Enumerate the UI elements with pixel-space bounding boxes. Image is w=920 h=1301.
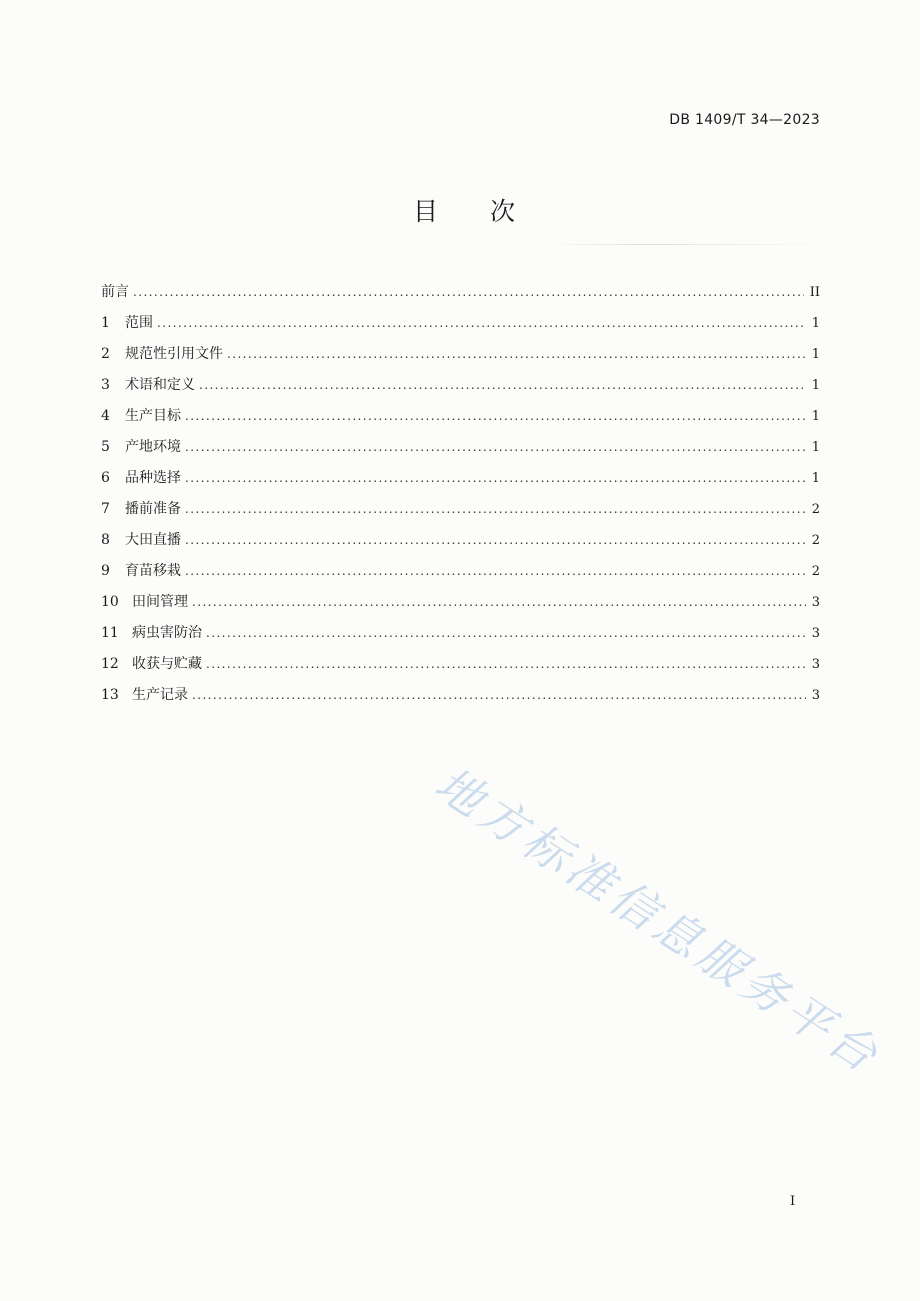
toc-leader: [192, 587, 806, 618]
toc-entry-4[interactable]: [101, 401, 820, 432]
toc-entry-number: 3: [101, 377, 110, 393]
page-number: I: [790, 1194, 796, 1209]
toc-leader: [206, 649, 806, 680]
toc-entry-label: 前言: [101, 284, 129, 300]
toc-entry-page: 1: [811, 316, 820, 331]
toc-leader: [185, 494, 806, 525]
toc-title-char-1: 目: [413, 197, 439, 226]
toc-entry-label: 术语和定义: [125, 377, 195, 393]
toc-entry-number: 1: [101, 315, 110, 331]
toc-entry-page: 3: [811, 595, 820, 610]
toc-entry-label: 收获与贮藏: [132, 656, 202, 672]
toc-entry-label: 规范性引用文件: [125, 346, 223, 362]
toc-entry-page: 1: [811, 471, 820, 486]
toc-entry-label: 大田直播: [125, 532, 181, 548]
toc-entry-number: 5: [101, 439, 110, 455]
toc-leader: [227, 339, 806, 370]
toc-entry-1[interactable]: [101, 308, 820, 339]
toc-entry-page: 3: [811, 626, 820, 641]
toc-entry-8[interactable]: [101, 525, 820, 556]
toc-entry-number: 10: [101, 594, 119, 610]
toc-entry-label: 范围: [125, 315, 153, 331]
toc-entry-label: 育苗移栽: [125, 563, 181, 579]
toc-entry-number: 8: [101, 532, 110, 548]
toc-entry-label: 品种选择: [125, 470, 181, 486]
toc-entry-9[interactable]: [101, 556, 820, 587]
toc-title-char-2: 次: [490, 197, 516, 226]
toc-entry-page: 3: [811, 657, 820, 672]
toc-leader: [185, 401, 806, 432]
toc-entry-10[interactable]: [101, 587, 820, 618]
toc-entry-number: 7: [101, 501, 110, 517]
toc-entry-2[interactable]: [101, 339, 820, 370]
toc-entry-foreword[interactable]: [101, 277, 820, 308]
toc-entry-3[interactable]: [101, 370, 820, 401]
toc-entry-12[interactable]: [101, 649, 820, 680]
toc-entry-6[interactable]: [101, 463, 820, 494]
toc-entry-number: 11: [101, 625, 119, 641]
toc-entry-number: 13: [101, 687, 119, 703]
toc-entry-5[interactable]: [101, 432, 820, 463]
toc-entry-page: 1: [811, 378, 820, 393]
toc-entry-label: 生产记录: [132, 687, 188, 703]
toc-entry-label: 田间管理: [132, 594, 188, 610]
toc-leader: [185, 463, 806, 494]
toc-leader: [206, 618, 806, 649]
toc-entry-number: 2: [101, 346, 110, 362]
toc-entry-label: 病虫害防治: [132, 625, 202, 641]
toc-leader: [185, 525, 806, 556]
toc-entry-number: 6: [101, 470, 110, 486]
toc-entry-13[interactable]: [101, 680, 820, 711]
toc-entry-page: 1: [811, 347, 820, 362]
toc-entry-page: 2: [811, 502, 820, 517]
toc-entry-page: 2: [811, 533, 820, 548]
document-code: DB 1409/T 34—2023: [669, 112, 820, 128]
watermark-text: 地方标准信息服务平台: [425, 756, 892, 1085]
toc-entry-page: 1: [811, 409, 820, 424]
toc-leader: [185, 432, 806, 463]
toc-list: [101, 277, 820, 711]
toc-entry-number: 12: [101, 656, 119, 672]
toc-entry-page: 3: [811, 688, 820, 703]
toc-leader: [133, 277, 804, 308]
toc-entry-label: 生产目标: [125, 408, 181, 424]
toc-leader: [157, 308, 806, 339]
toc-entry-number: 4: [101, 408, 110, 424]
scan-artifact-line: [545, 244, 845, 245]
toc-leader: [199, 370, 806, 401]
toc-leader: [192, 680, 806, 711]
toc-leader: [185, 556, 806, 587]
toc-title: [4, 192, 920, 228]
toc-entry-label: 播前准备: [125, 501, 181, 517]
toc-entry-11[interactable]: [101, 618, 820, 649]
toc-entry-label: 产地环境: [125, 439, 181, 455]
toc-entry-page: 1: [811, 440, 820, 455]
toc-entry-number: 9: [101, 563, 110, 579]
toc-entry-page: 2: [811, 564, 820, 579]
toc-entry-page: II: [809, 285, 820, 300]
toc-entry-7[interactable]: [101, 494, 820, 525]
